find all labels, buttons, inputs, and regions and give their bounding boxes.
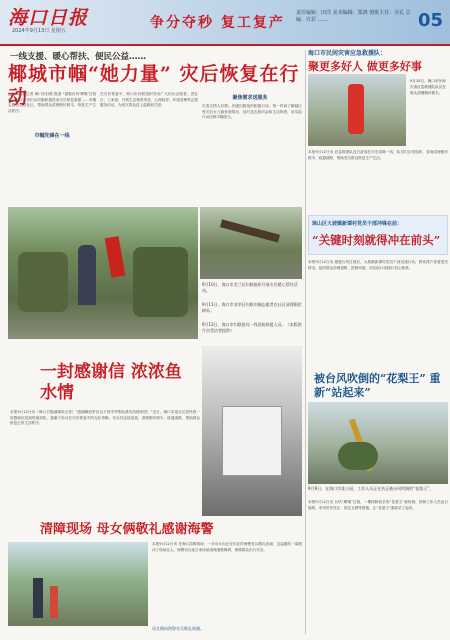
- masthead: [0, 0, 450, 44]
- lead-caption-1: 9月10日，海口市美兰区妇联组织开展灾后暖心帮扶活动。: [202, 282, 298, 293]
- right-mid-body: 本报9月12日讯 超强台风过境后，大坡镇新谭村党员干部迅速行动，挨家挨户查看受灾情况，组织群众清理道路、抢修设施，用实际行动践行初心使命。: [308, 260, 448, 270]
- right-top-caption: 9月10日，海口市民间灾害应急救援队队员在街头清理倒伏树木。: [410, 79, 446, 95]
- right-top-kicker: 海口市民间灾害应急救援队：: [308, 50, 387, 57]
- right-bot-body: 本报9月12日讯 台风“摩羯”过境，一棵树龄较长的“花梨王”被吹倒。园林工作人员连日施救，采用吊车扶正、固定支撑等措施，让“花梨王”重新站了起来。: [308, 500, 448, 510]
- column-divider: [305, 50, 306, 634]
- story3-caption: 母女俩向海警官兵敬礼致谢。: [152, 626, 204, 631]
- page-number: 05: [418, 10, 444, 31]
- right-bot-caption: 9月8日，在海口市某公园，工作人员正在扶正被台风吹倒的“花梨王”。: [308, 486, 434, 491]
- lead-title: 椰城市帼“她力量” 灾后恢复在行动: [8, 63, 300, 108]
- section-theme: 争分夺秒 复工复产: [150, 15, 285, 31]
- lead-caption-2: 9月11日，海口市龙华区妇联巾帼志愿者在社区清理倒伏树木。: [202, 302, 302, 313]
- lead-body-right: 灾害无情人有情。各级妇联组织积极行动，第一时间了解辖区受灾妇女儿童家庭情况，及时送去慰问金和生活物资，用实际行动诠释巾帼担当。: [202, 104, 302, 120]
- story3-body: 本报9月12日讯 在海口清障现场，一对母女向正在作业的海警官兵敬礼致谢，这温暖的一幕感动了现场众人。海警官兵连日来协助清理道路障碍，保障群众出行安全。: [152, 542, 302, 552]
- lead-kicker: 一线支援、暖心帮扶、便民公益……: [10, 52, 147, 62]
- story2-title: 一封感谢信 浓浓鱼水情: [40, 362, 182, 403]
- right-mid-kicker: 琼山区大坡镇新谭村党员干部冲锋在前：: [312, 221, 403, 227]
- newspaper-logo: 海口日报: [8, 7, 89, 29]
- editor-credits: 责任编辑：田洋 美术编辑：郑鸿 值班主任：吴孔 总编：许彩 ……: [296, 10, 411, 23]
- right-mid-title: “关键时刻就得冲在前头”: [312, 233, 441, 247]
- lead-photo-volunteers: [8, 207, 198, 339]
- lead-caption-3: 9月12日，海口市妇联慰问一线消防救援人员。（本版图片由受访者提供）: [202, 322, 302, 333]
- right-top-photo: [308, 74, 406, 146]
- lead-subhead: 聚焦需求送服务: [232, 95, 268, 101]
- story3-title: 清障现场 母女俩敬礼感谢海警: [40, 522, 214, 537]
- issue-date: 2024年9月13日 星期五: [12, 28, 66, 34]
- story2-photo: [202, 346, 302, 516]
- story3-photo: [8, 542, 148, 626]
- lead-photo-tree-clearing: [200, 207, 302, 279]
- right-bot-title: 被台风吹倒的“花梨王” 重新“站起来”: [314, 372, 441, 399]
- story2-body: 本报9月12日讯（海口日报融媒体记者）“感谢解放军官兵不辞辛劳帮助我们清理家园！”近日，海口市某社区居民将一封感谢信送到驻琼部队，感谢子弟兵在灾后恢复中的无私奉献。官兵们连续奋战，清理倒伏树木、疏通道路，帮助群众恢复正常生活秩序。: [10, 410, 200, 426]
- right-top-body: 本报9月12日讯 应急救援队连日奋战在灾后清障一线，队员们自发组织，冒雨清理倒伏树木、疏通道路，帮助受灾群众恢复生产生活。: [308, 150, 448, 160]
- lead-subhead2: 巾帼先锋在一线: [34, 133, 70, 139]
- right-top-title: 聚更多好人 做更多好事: [308, 60, 422, 73]
- right-bot-photo: [308, 402, 448, 484]
- lead-body-left: □海口日报记者 海口市妇联 报道 “超强台风‘摩羯’过境后，海口全市妇女同胞积极投身灾后恢复重建……巾帼志愿者走进社区，帮助群众清理倒伏树木，恢复生产生活秩序。: [8, 92, 96, 113]
- lead-body-mid: 在灾后恢复中，海口市妇联组织发动广大妇女志愿者，进社区、入家庭，开展生活物资发放、心理疏导、环境清理等志愿服务活动，为受灾群众送上温暖和关爱。: [100, 92, 198, 108]
- masthead-rule: [0, 44, 450, 46]
